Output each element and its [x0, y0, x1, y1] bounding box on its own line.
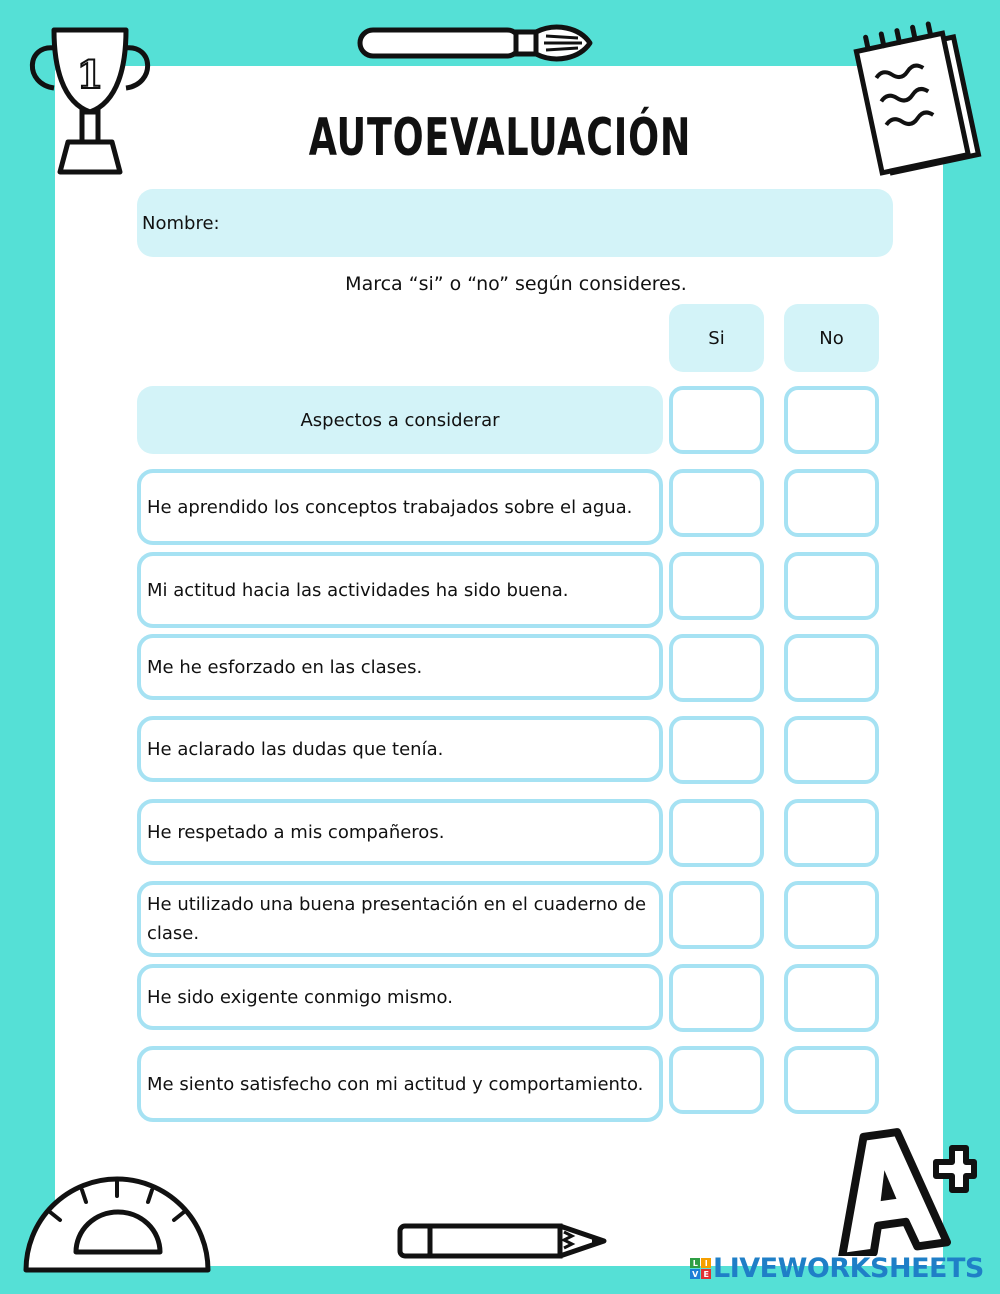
aspect-item: Me he esforzado en las clases.	[137, 634, 663, 700]
checkbox-yes[interactable]	[669, 552, 764, 620]
protractor-icon	[20, 1172, 215, 1276]
brand-text: LIVEWORKSHEETS	[713, 1253, 984, 1284]
aspect-item: He aprendido los conceptos trabajados sobre el agua.	[137, 469, 663, 545]
checkbox-no[interactable]	[784, 716, 879, 784]
pencil-icon	[396, 1218, 612, 1266]
name-input[interactable]	[228, 212, 893, 235]
paintbrush-icon	[356, 18, 596, 68]
checkbox-yes[interactable]	[669, 1046, 764, 1114]
aspect-item: He aclarado las dudas que tenía.	[137, 716, 663, 782]
checkbox-yes[interactable]	[669, 964, 764, 1032]
name-field	[137, 189, 893, 257]
checkbox-no[interactable]	[784, 1046, 879, 1114]
column-header-no: No	[784, 304, 879, 372]
checkbox-no[interactable]	[784, 634, 879, 702]
checkbox-no[interactable]	[784, 881, 879, 949]
logo-tile: E	[701, 1269, 711, 1279]
checkbox-no[interactable]	[784, 964, 879, 1032]
header-checkbox-yes[interactable]	[669, 386, 764, 454]
name-label: Nombre:	[142, 212, 220, 234]
aspects-header: Aspectos a considerar	[137, 386, 663, 454]
checkbox-no[interactable]	[784, 469, 879, 537]
aspect-item: He utilizado una buena presentación en el cuaderno de clase.	[137, 881, 663, 957]
liveworksheets-logo-icon	[690, 1258, 711, 1279]
checkbox-yes[interactable]	[669, 634, 764, 702]
page-title: AUTOEVALUACIÓN	[308, 108, 692, 168]
checkbox-yes[interactable]	[669, 799, 764, 867]
checkbox-yes[interactable]	[669, 716, 764, 784]
instruction-text: Marca “si” o “no” según consideres.	[345, 273, 687, 295]
column-header-yes: Si	[669, 304, 764, 372]
logo-tile: V	[690, 1269, 700, 1279]
aspect-item: He respetado a mis compañeros.	[137, 799, 663, 865]
aspect-item: Me siento satisfecho con mi actitud y comportamiento.	[137, 1046, 663, 1122]
trophy-number: 1	[76, 52, 104, 97]
logo-tile: I	[701, 1258, 711, 1268]
checkbox-yes[interactable]	[669, 469, 764, 537]
checkbox-yes[interactable]	[669, 881, 764, 949]
logo-tile: L	[690, 1258, 700, 1268]
aspect-item: Mi actitud hacia las actividades ha sido buena.	[137, 552, 663, 628]
liveworksheets-watermark	[690, 1253, 984, 1284]
checkbox-no[interactable]	[784, 552, 879, 620]
aspect-item: He sido exigente conmigo mismo.	[137, 964, 663, 1030]
header-checkbox-no[interactable]	[784, 386, 879, 454]
checkbox-no[interactable]	[784, 799, 879, 867]
grade-a-plus-icon	[828, 1126, 978, 1256]
